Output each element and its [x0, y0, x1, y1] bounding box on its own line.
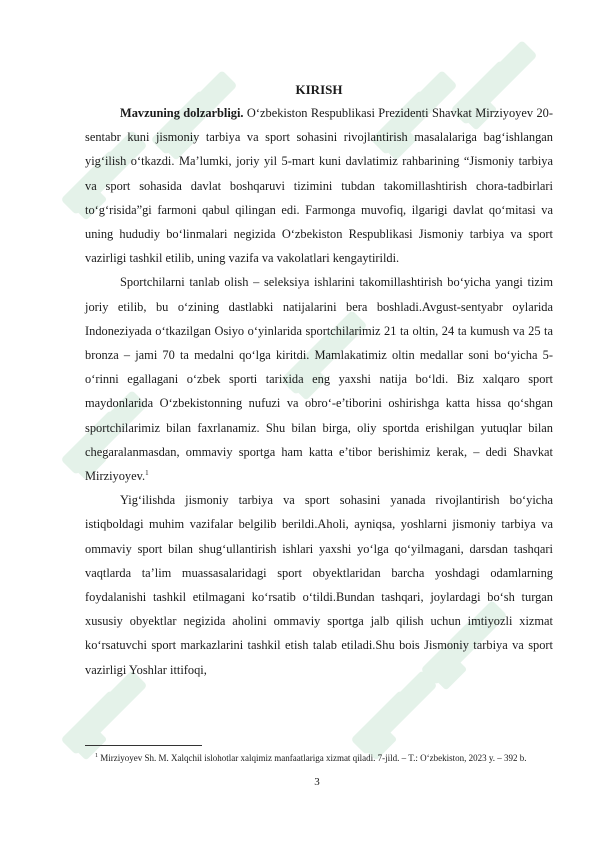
footnote-reference[interactable]: 1	[145, 469, 149, 478]
paragraph-meeting	[85, 488, 553, 682]
footnote-mark: 1	[95, 753, 98, 759]
paragraph-text: O‘zbekiston Respublikasi Prezidenti Shavkat Mirziyoyev 20-sentabr kuni jismoniy tarbiya va sport sohasini rivojlantirish masalalariga bag‘ishlangan yig‘ilish o‘tkazdi. Ma’lumki, joriy yil 5-mart kuni davlatimiz rahbarining “Jismoniy tarbiya va sport sohasida davlat boshqaruvi tizimini tubdan takomillashtirish chora-tadbirlari to‘g‘risida”gi farmoni qabul qilingan edi. Farmonga muvofiq, ilgarigi davlat qo‘mitasi va uning hududiy bo‘linmalari negizida O‘zbekiston Respublikasi Jismoniy tarbiya va sport vazirligi tashkil etilib, uning vazifa va vakolatlari kengaytirildi.	[85, 106, 553, 266]
page-number: 3	[314, 776, 320, 788]
footnote-divider	[85, 745, 202, 746]
paragraph-selection	[85, 270, 553, 488]
page-content	[85, 79, 553, 682]
paragraph-text: Yig‘ilishda jismoniy tarbiya va sport sohasini yanada rivojlantirish bo‘yicha istiqboldagi muhim vazifalar belgilib berildi.Aholi, ayniqsa, yoshlarni jismoniy tarbiya va ommaviy sport bilan shug‘ullantirish ishlari yaxshi yo‘lga qo‘yilmagani, darsdan tashqari vaqtlarda ta’lim muassasalaridagi sport obyektlaridan barcha yoshdagi odamlarning foydalanishi tashkil etilmagani ko‘rsatib o‘tildi.Bundan tashqari, joylardagi bo‘sh turgan xususiy obyektlar negizida aholini ommaviy sportga jalb qilish uchun imtiyozli xizmat ko‘rsatuvchi sport markazlarini tashkil etish talab etiladi.Shu bois Jismoniy tarbiya va sport vazirligi Yoshlar ittifoqi,	[85, 493, 553, 677]
paragraph-lead: Mavzuning dolzarbligi.	[120, 106, 244, 120]
paragraph-relevance	[85, 101, 553, 270]
footnote-text: Mirziyoyev Sh. M. Xalqchil islohotlar xalqimiz manfaatlariga xizmat qiladi. 7-jild. – T.: O‘zbekiston, 2023 y. – 392 b.	[98, 753, 527, 763]
leaf-logo-icon	[61, 670, 148, 761]
leaf-logo-icon	[351, 670, 438, 761]
paragraph-text: Sportchilarni tanlab olish – seleksiya ishlarini takomillashtirish bo‘yicha yangi tizim joriy etilib, bu o‘zining dastlabki natijalarini bera boshladi.Avgust-sentyabr oylarida Indoneziyada o‘tkazilgan Osiyo o‘yinlarida sportchilarimiz 21 ta oltin, 24 ta kumush va 25 ta bronza – jami 70 ta medalni qo‘lga kiritdi. Mamlakatimiz oltin medallar soni bo‘yicha 5-o‘rinni egallagani o‘zbek sporti tarixida eng yaxshi natija bo‘ldi. Biz xalqaro sport maydonlarida O‘zbekistonning nufuzi va obro‘-e’tiborini oshirishga katta hissa qo‘shgan sportchilarimiz bilan faxrlanamiz. Shu bilan birga, oliy sportda erishilgan yutuqlar bilan chegaralanmasdan, ommaviy sportga ham katta e’tibor berishimiz kerak, – dedi Shavkat Mirziyoyev.	[85, 275, 553, 484]
footnote	[85, 752, 555, 765]
section-title: KIRISH	[295, 82, 343, 97]
